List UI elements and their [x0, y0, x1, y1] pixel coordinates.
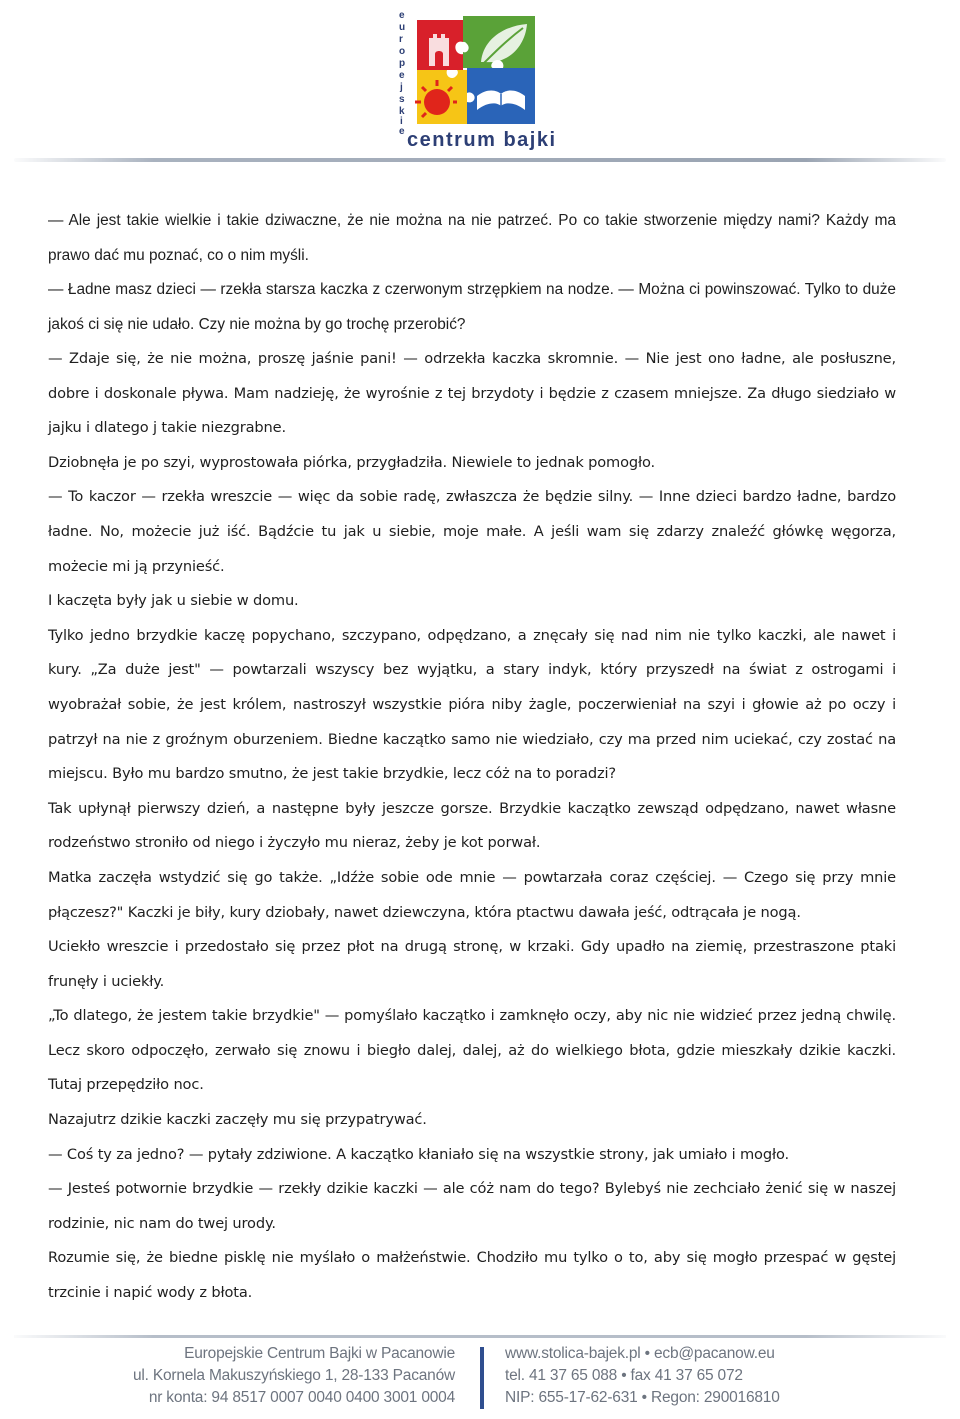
footer-nip-regon: NIP: 655-17-62-631 • Regon: 290016810 [505, 1389, 780, 1406]
logo-text: centrum bajki [407, 129, 557, 151]
svg-text:e: e [399, 10, 405, 21]
paragraph: Rozumie się, że biedne pisklę nie myślało o małżeństwie. Chodziło mu tylko o to, aby się mogło przespać w gęstej trzcinie i napić wody z błota. [48, 1249, 896, 1302]
paragraph: — Ale jest takie wielkie i takie dziwaczne, że nie można na nie patrzeć. Po co takie stworzenie między nami? Każdy ma prawo dać mu poznać, co o nim myśli. [48, 212, 896, 264]
page-header [0, 0, 960, 165]
footer-vertical-divider [480, 1347, 484, 1409]
svg-text:e: e [399, 70, 405, 81]
footer-address-block [133, 1343, 455, 1409]
paragraph: Matka zaczęła wstydzić się go także. „Idźże sobie ode mnie — powtarzała coraz częściej. — Czego się przy mnie płączesz?" Kaczki je biły, kury dziobały, nawet dziewczyna, która ptactwu dawała jeść, odtrącała je nogą. [48, 868, 896, 921]
document-body [48, 204, 896, 1311]
paragraph: Nazajutrz dzikie kaczki zaczęły mu się przypatrywać. [48, 1111, 427, 1129]
footer-address: ul. Kornela Makuszyńskiego 1, 28-133 Pacanów [132, 1367, 455, 1384]
svg-text:i: i [400, 116, 403, 127]
paragraph: Tak upłynął pierwszy dzień, a następne były jeszcze gorsze. Brzydkie kaczątko zewsząd odpędzano, nawet własne rodzeństwo stroniło od niego i życzyło mu nieraz, żeby je kot porwał. [48, 799, 896, 852]
paragraph: — Coś ty za jedno? — pytały zdziwione. A kaczątko kłaniało się na wszystkie strony, jak umiało i mogło. [48, 1145, 789, 1163]
footer-bank-account: nr konta: 94 8517 0007 0040 0400 3001 0004 [148, 1389, 455, 1406]
paragraph: Tylko jedno brzydkie kaczę popychano, szczypano, odpędzano, a znęcały się nad nim nie tylko kaczki, ale nawet i kury. „Za duże jest" — powtarzali wszyscy bez wyjątku, a stary indyk, który przyszedł na świat z ostrogami i wyobrażał sobie, że jest królem, nastroszył wszystkie pióra niby żagle, poczerwieniał na szyi i głowie aż po oczy i patrzył na nie z groźnym oburzeniem. Biedne kaczątko samo nie wiedziało, czy ma przed nim uciekać, czy zostać na miejscu. Było mu bardzo smutno, że jest takie brzydkie, lecz cóż na to poradzi? [48, 626, 896, 783]
svg-text:k: k [399, 106, 405, 117]
paragraph: Uciekło wreszcie i przedostało się przez płot na drugą stronę, w krzaki. Gdy upadło na ziemię, przestraszone ptaki frunęły i uciekły. [48, 938, 896, 990]
svg-text:p: p [399, 58, 406, 69]
paragraph: „To dlatego, że jestem takie brzydkie" — pomyślało kaczątko i zamknęło oczy, aby nic nie widzieć przez jedną chwilę. Lecz skoro odpoczęło, zerwało się znowu i biegło dalej, dalej, aż do wielkiego błota, gdzie mieszkały dzikie kaczki. Tutaj przepędziło noc. [48, 1007, 896, 1094]
svg-text:s: s [399, 94, 405, 105]
paragraph: Dziobnęła je po szyi, wyprostowała piórka, przygładziła. Niewiele to jednak pomogło. [48, 453, 655, 471]
europejskie-centrum-bajki-logo [395, 6, 570, 152]
svg-text:e: e [399, 126, 405, 137]
svg-text:j: j [400, 82, 403, 93]
footer-web-email: www.stolica-bajek.pl • ecb@pacanow.eu [505, 1345, 775, 1362]
paragraph: — Zdaje się, że nie można, proszę jaśnie pani! — odrzekła kaczka skromnie. — Nie jest ono ładne, ale posłuszne, dobre i doskonale pływa. Mam nadzieję, że wyrośnie z tej brzydoty i będzie z czasem mniejsze. Za długo siedziało w jajku i dlatego j takie niezgrabne. [48, 350, 896, 437]
footer-contact-block [505, 1343, 780, 1409]
footer-phone-fax: tel. 41 37 65 088 • fax 41 37 65 072 [505, 1367, 743, 1384]
footer-divider-line [14, 1335, 946, 1338]
paragraph: — Ładne masz dzieci — rzekła starsza kaczka z czerwonym strzępkiem na nodze. — Można ci powinszować. Tylko to duże jakoś ci się nie udało. Czy nie można by go trochę przerobić? [48, 281, 896, 333]
svg-text:u: u [399, 22, 406, 33]
svg-text:r: r [399, 34, 403, 45]
header-divider [14, 158, 946, 162]
paragraph: I kaczęta były jak u siebie w domu. [48, 592, 299, 610]
svg-text:o: o [399, 46, 406, 57]
paragraph: — To kaczor — rzekła wreszcie — więc da sobie radę, zwłaszcza że będzie silny. — Inne dzieci bardzo ładne, bardzo ładne. No, możecie już iść. Bądźcie tu jak u siebie, moje małe. A jeśli wam się zdarzy znaleźć główkę węgorza, możecie mi ją przynieść. [48, 488, 896, 575]
paragraph: — Jesteś potwornie brzydkie — rzekły dzikie kaczki — ale cóż nam do tego? Bylebyś nie zechciało żenić się w naszej rodzinie, nic nam do twej urody. [48, 1180, 896, 1232]
page-footer [0, 1335, 960, 1419]
footer-institution-name: Europejskie Centrum Bajki w Pacanowie [184, 1345, 455, 1362]
